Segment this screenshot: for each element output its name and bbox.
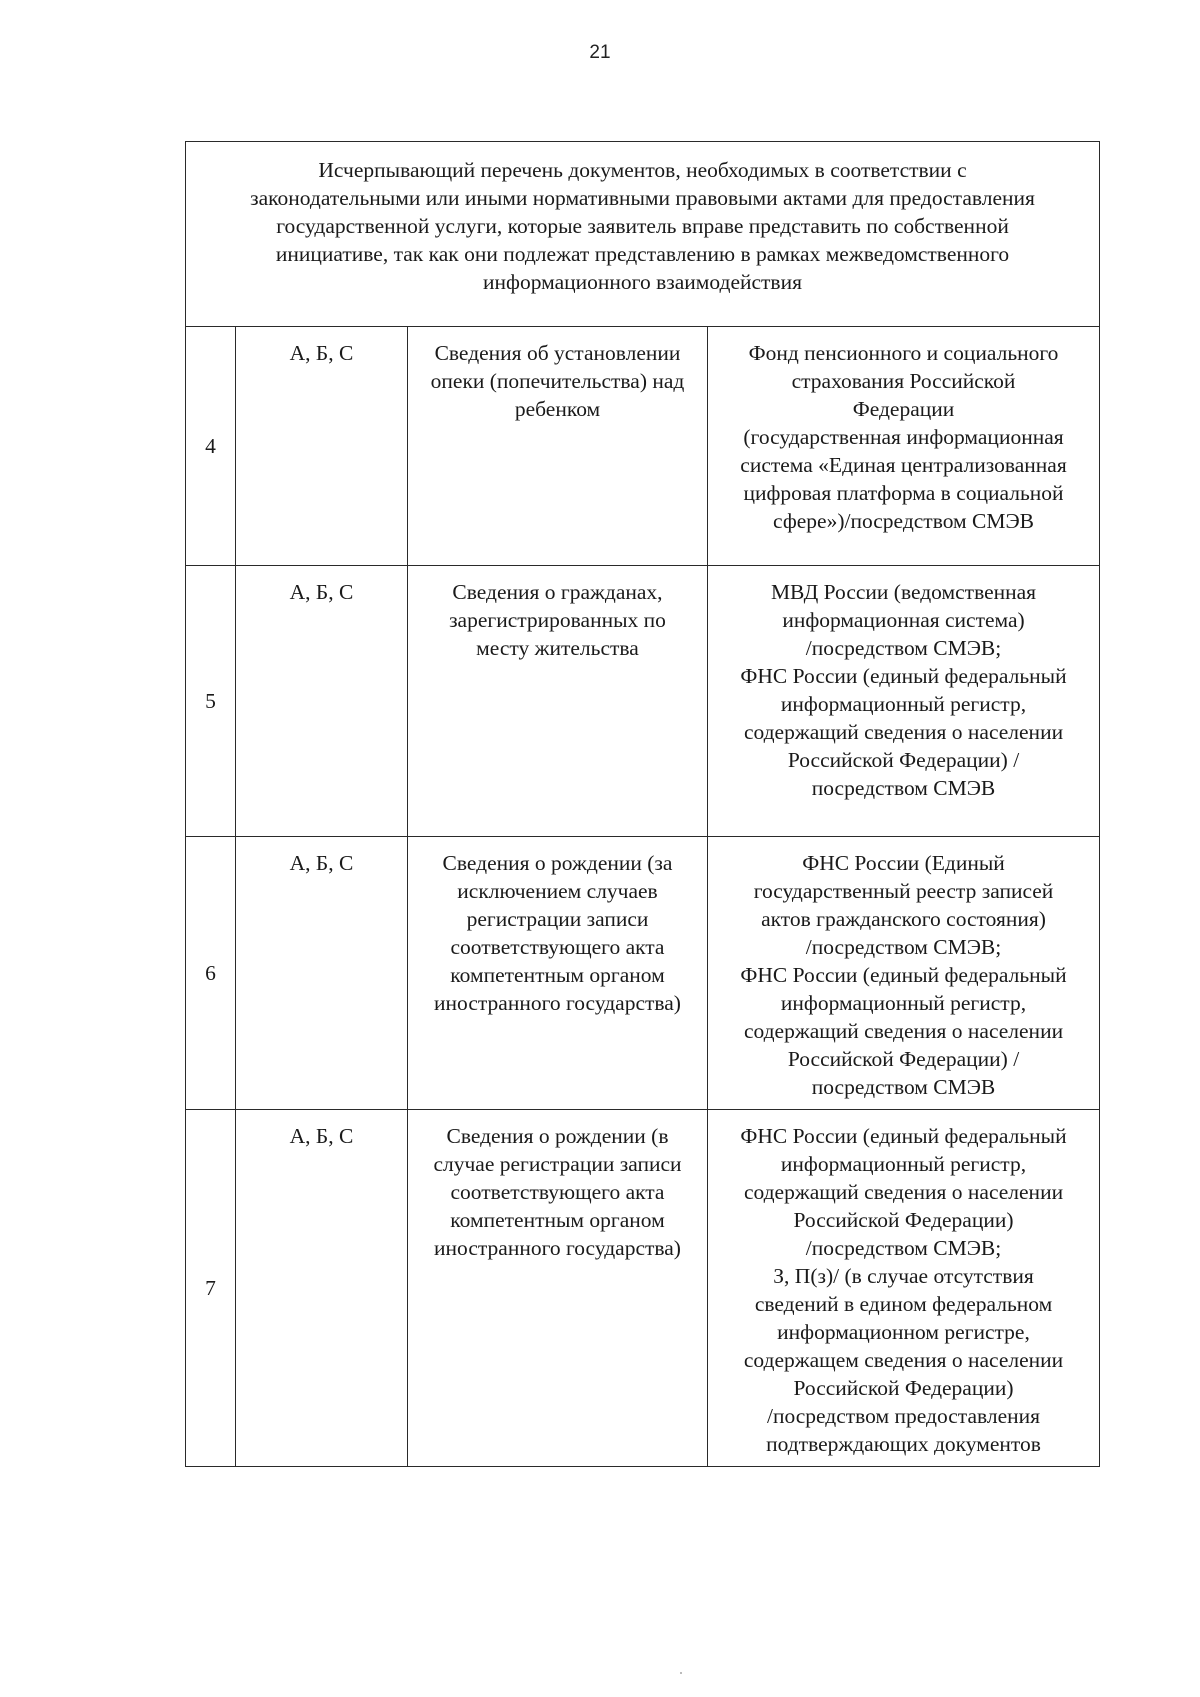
source-line: Российской Федерации) [793,1208,1014,1232]
row-categories: А, Б, С [236,327,408,566]
source-line: Российской Федерации) [793,1376,1014,1400]
source-line: система «Единая централизованная [740,453,1067,477]
source-line: Фонд пенсионного и социального [748,341,1059,365]
row-number: 7 [186,1110,236,1467]
row-number: 4 [186,327,236,566]
source-line: содержащем сведения о населении [743,1348,1064,1372]
row-description [408,1110,708,1467]
source-line: информационном регистре, [777,1320,1030,1344]
row-source [708,566,1100,837]
row-categories: А, Б, С [236,566,408,837]
table-header-cell [186,142,1100,327]
header-line: Исчерпывающий перечень документов, необходимых в соответствии с [318,158,967,182]
source-line: подтверждающих документов [766,1432,1041,1456]
source-line: информационная система) [782,608,1025,632]
table-row [186,837,1100,1110]
source-line: /посредством предоставления [766,1404,1041,1428]
description-line: исключением случаев [457,879,658,903]
row-source [708,837,1100,1110]
source-line: (государственная информационная [743,425,1064,449]
description-line: Сведения о рождении (в [446,1124,669,1148]
source-line: ФНС России (Единый [802,851,1005,875]
row-categories: А, Б, С [236,1110,408,1467]
page-number: 21 [589,42,611,63]
row-description [408,837,708,1110]
header-line: законодательными или иными нормативными правовыми актами для предоставления [250,186,1035,210]
description-line: регистрации записи [466,907,649,931]
row-description [408,566,708,837]
description-line: Сведения о рождении (за [442,851,673,875]
source-line: З, П(з)/ (в случае отсутствия [773,1264,1034,1288]
row-number: 6 [186,837,236,1110]
row-description [408,327,708,566]
description-line: иностранного государства) [434,1236,681,1260]
description-line: соответствующего акта [450,935,665,959]
description-line: зарегистрированных по [449,608,666,632]
source-line: Федерации [852,397,955,421]
source-line: ФНС России (единый федеральный [740,664,1067,688]
source-line: информационный регистр, [780,991,1027,1015]
source-line: государственный реестр записей [753,879,1054,903]
description-line: иностранного государства) [434,991,681,1015]
row-source [708,327,1100,566]
source-line: страхования Российской [791,369,1016,393]
source-line: /посредством СМЭВ; [805,1236,1002,1260]
source-line: содержащий сведения о населении [743,720,1064,744]
table-header-row [186,142,1100,327]
source-line: Российской Федерации) / [787,748,1020,772]
table-row [186,327,1100,566]
source-line: ФНС России (единый федеральный [740,963,1067,987]
description-line: месту жительства [476,636,639,660]
source-line: информационный регистр, [780,1152,1027,1176]
source-line: сфере»)/посредством СМЭВ [773,509,1035,533]
source-line: /посредством СМЭВ; [805,935,1002,959]
header-line: государственной услуги, которые заявитель вправе представить по собственной [276,214,1009,238]
description-line: соответствующего акта [450,1180,665,1204]
scan-speck [680,1672,682,1674]
source-line: ФНС России (единый федеральный [740,1124,1067,1148]
description-line: Сведения о гражданах, [452,580,663,604]
source-line: цифровая платформа в социальной [743,481,1064,505]
source-line: сведений в едином федеральном [754,1292,1053,1316]
source-line: информационный регистр, [780,692,1027,716]
source-line: /посредством СМЭВ; [805,636,1002,660]
row-categories: А, Б, С [236,837,408,1110]
row-number: 5 [186,566,236,837]
table-row [186,566,1100,837]
source-line: содержащий сведения о населении [743,1180,1064,1204]
source-line: Российской Федерации) / [787,1047,1020,1071]
source-line: содержащий сведения о населении [743,1019,1064,1043]
source-line: посредством СМЭВ [811,776,996,800]
description-line: ребенком [514,397,601,421]
description-line: компетентным органом [450,963,665,987]
description-line: Сведения об установлении [434,341,681,365]
source-line: МВД России (ведомственная [770,580,1037,604]
description-line: случае регистрации записи [433,1152,682,1176]
source-line: посредством СМЭВ [811,1075,996,1099]
description-line: компетентным органом [450,1208,665,1232]
description-line: опеки (попечительства) над [430,369,685,393]
source-line: актов гражданского состояния) [761,907,1046,931]
header-line: инициативе, так как они подлежат представлению в рамках межведомственного [275,242,1010,266]
table-row [186,1110,1100,1467]
header-line: информационного взаимодействия [483,270,802,294]
documents-table [185,141,1100,1467]
row-source [708,1110,1100,1467]
